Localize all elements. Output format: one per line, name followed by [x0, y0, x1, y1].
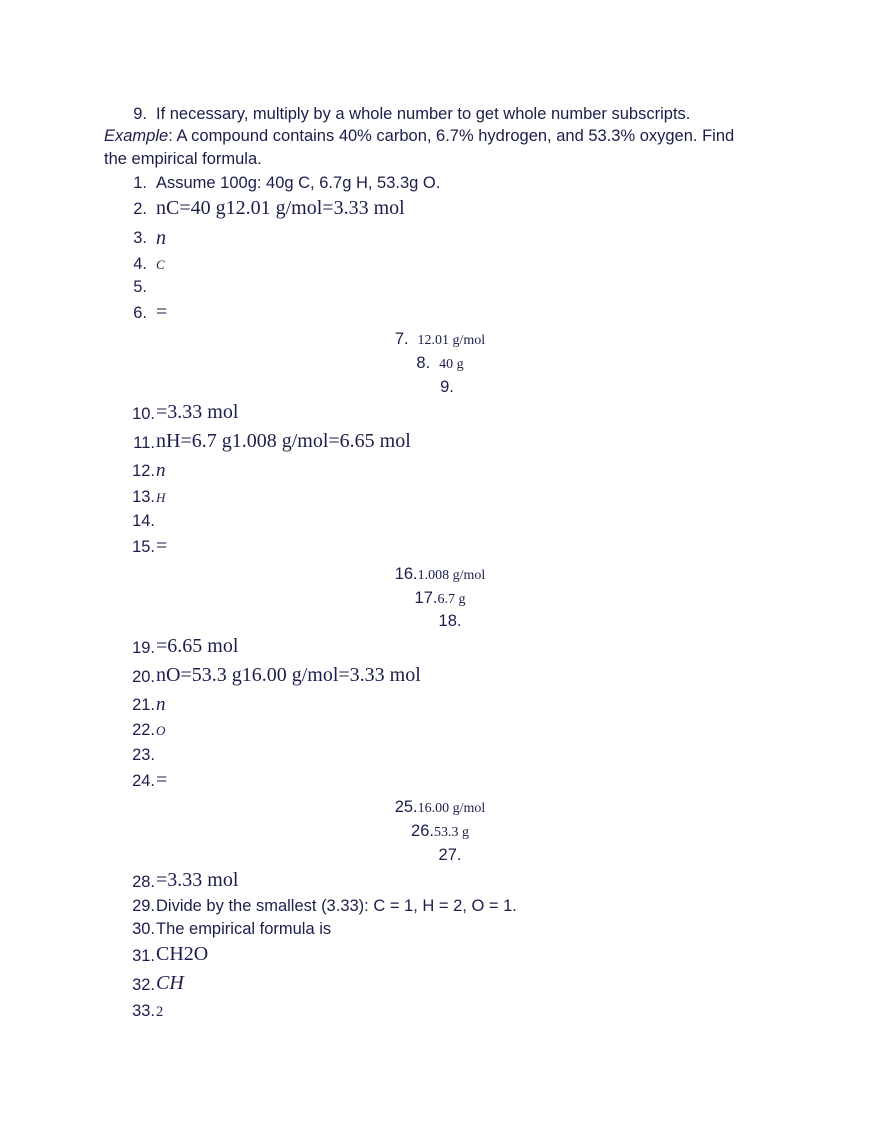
- list-item-centered: [0, 823, 880, 840]
- math-expression: CH: [156, 972, 184, 994]
- example-line-2: the empirical formula.: [104, 150, 262, 168]
- list-item-centered: [0, 355, 880, 372]
- item-number: 6.: [133, 304, 147, 322]
- math-expression: nH=6.7 g1.008 g/mol=6.65 mol: [156, 430, 411, 452]
- math-expression: 16.00 g/mol: [417, 801, 486, 816]
- math-expression: 40 g: [439, 357, 464, 372]
- item-number: 25.: [394, 798, 418, 816]
- item-number: 32.: [132, 976, 155, 994]
- item-text: The empirical formula is: [156, 920, 332, 938]
- item-number: 10.: [132, 405, 155, 423]
- item-number: 15.: [132, 538, 155, 556]
- item-number: 22.: [132, 721, 155, 739]
- math-expression: O: [156, 723, 166, 738]
- item-number: 2.: [133, 200, 147, 218]
- item-number: 7.: [394, 330, 409, 348]
- item-number: 18.: [438, 612, 462, 630]
- item-number: 24.: [132, 772, 155, 790]
- math-expression: =: [156, 769, 168, 791]
- math-expression: CH2O: [156, 943, 209, 965]
- list-item-centered: [10, 613, 880, 630]
- math-expression: =6.65 mol: [156, 635, 239, 657]
- step-number: 9.: [133, 105, 147, 123]
- math-expression: C: [156, 257, 165, 272]
- example-text: : A compound contains 40% carbon, 6.7% hydrogen, and 53.3% oxygen. Find: [168, 127, 735, 145]
- item-number: 23.: [132, 746, 155, 764]
- list-item-centered: [10, 847, 880, 864]
- item-number: 13.: [132, 488, 155, 506]
- item-number: 3.: [133, 229, 147, 247]
- math-expression: =: [156, 301, 168, 323]
- item-number: 14.: [132, 512, 155, 530]
- item-number: 16.: [394, 565, 418, 583]
- math-expression: 1.008 g/mol: [417, 568, 486, 583]
- math-expression: nC=40 g12.01 g/mol=3.33 mol: [156, 197, 405, 219]
- item-number: 26.: [411, 822, 434, 840]
- item-number: 28.: [132, 873, 155, 891]
- example-label: Example: [104, 127, 169, 145]
- math-expression: n: [156, 460, 166, 481]
- list-item-centered: [0, 590, 880, 607]
- item-number: 12.: [132, 462, 155, 480]
- item-text: Divide by the smallest (3.33): C = 1, H = 2, O = 1.: [156, 897, 517, 915]
- list-item-centered: [0, 331, 880, 348]
- math-expression: 6.7 g: [437, 592, 466, 607]
- item-number: 30.: [132, 920, 155, 938]
- item-number: 21.: [132, 696, 155, 714]
- math-expression: 53.3 g: [433, 825, 469, 840]
- item-number: 17.: [414, 589, 438, 607]
- math-expression: H: [156, 490, 166, 505]
- math-expression: 2: [156, 1004, 164, 1020]
- list-item-centered: [0, 799, 880, 816]
- item-number: 33.: [132, 1002, 155, 1020]
- item-number: 8.: [416, 354, 431, 372]
- step-text: If necessary, multiply by a whole number to get whole number subscripts.: [156, 105, 691, 123]
- math-expression: =3.33 mol: [156, 869, 239, 891]
- math-expression: 12.01 g/mol: [417, 333, 486, 348]
- math-expression: =: [156, 535, 168, 557]
- math-expression: =3.33 mol: [156, 401, 239, 423]
- math-expression: n: [156, 227, 166, 249]
- item-number: 9.: [440, 378, 454, 396]
- item-number: 31.: [132, 947, 155, 965]
- list-item-centered: [0, 566, 880, 583]
- item-number: 27.: [438, 846, 462, 864]
- item-number: 20.: [132, 668, 155, 686]
- item-number: 19.: [132, 639, 155, 657]
- example-line-1: [104, 128, 734, 145]
- item-number: 1.: [133, 174, 147, 192]
- item-number: 5.: [133, 278, 147, 296]
- item-number: 4.: [133, 255, 147, 273]
- math-expression: nO=53.3 g16.00 g/mol=3.33 mol: [156, 664, 421, 686]
- item-text: Assume 100g: 40g C, 6.7g H, 53.3g O.: [156, 174, 441, 192]
- list-item-centered: [7, 379, 880, 396]
- item-number: 29.: [132, 897, 155, 915]
- item-number: 11.: [133, 434, 155, 452]
- math-expression: n: [156, 694, 166, 715]
